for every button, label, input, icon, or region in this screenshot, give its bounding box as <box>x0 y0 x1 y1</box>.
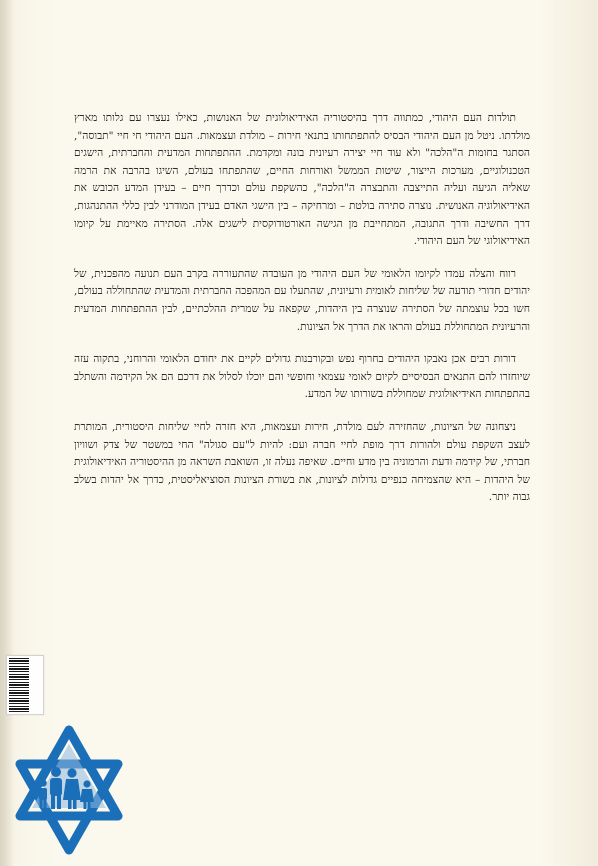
paragraph-3: דורות רבים אכן נאבקו היהודים בחרוף נפש ובקורבנות גדולים לקיים את יחודם הלאומי והרוחני, בתקוה עזה שיוחזרו להם התנאים הבסיסיים לקיום לאומי עצמאי וחופשי והם יוכלו לסלול את דרכם הם אל הקידמה והשתלב בהתפתחות האידיאולוגית שמחוללת בשורותו של המדע. <box>74 353 530 401</box>
paragraph-2: רווח והצלה עמדו לקיומו הלאומי של העם היהודי מן העובדה שהתעוררה בקרב העם תנועה מהפכנית, של יהודים חדורי תודעה של שליחות לאומית ורעיונית, שהתעלו עם המהפכה החברתית והמדעית שהתחוללה בעולם, חשו בכל עוצמתה של הסתירה שנוצרה בין היהדות, שקפאה על שמרית ההלכתיים, לבין ההתפתחות המדעית והרעיונית המתחוללת בעולם והראו את הדרך אל הציונות. <box>74 267 530 333</box>
barcode <box>9 656 29 712</box>
blurb-text <box>74 110 530 522</box>
paragraph-4: ניצחונה של הציונות, שהחזירה לעם מולדת, חירות ועצמאות, היא חזרה לחיי שליחות היסטורית, המותרת לעצב השקפת עולם ולהורות דרך מופת לחיי חברה ועם: להיות ל"עם סגולה" החי במשטר של צדק ושוויון חברתי, של קידמה ודעת והרמוניה בין מדע וחיים. שאיפה נעלה זו, השואבת השראה מן ההיסטוריה האידיאולוגית של היהדות – היא שהצמיחה כנפיים גדולות לציונות, את בשורת הציונות הסוציאליסטית, כדרך אל יהדות בשלב גבוה יותר. <box>74 420 530 504</box>
star-of-david-family-icon <box>10 722 128 858</box>
paragraph-1: תולדות העם היהודי, כמתווה דרך בהיסטוריה האידיאולוגית של האנושות, כאילו נעצרו עם גלותו מארץ מולדתו. ניטל מן העם היהודי הבסיס להתפתחותו בתנאי חירות – מולדת ועצמאות. העם היהודי חי חיי "תבוסה", הסתגר בחומות ה"הלכה" ולא עוד חיי יצירה רעיונית בונה ומקדמת. ההתפתחות המדעית והחברתית, הישגים הטכנולוגיים, מערכות הייצור, שיטות הממשל ואורחות החיים, שהתפתחו בעולם, השיגו בהרבה את הרמה שאליה הגיעה ועליה התייצבה והתבצרה ה"הלכה", כהשקפת עולם וכדרך חיים – בעידן המדע הכובש את האידיאולוגיה האנושית. נוצרה סתירה בולטת – ומרחיקה – בין הישגי האדם בעידן המודרני לבין כללי ההתנהגות, דרך החשיבה ודרך התגובה, המתחייבת מן הגישה האורטודוקסית לישגים אלה. הסתירה מאיימת על קיומו האידיאולוגי של העם היהודי. <box>74 112 530 248</box>
